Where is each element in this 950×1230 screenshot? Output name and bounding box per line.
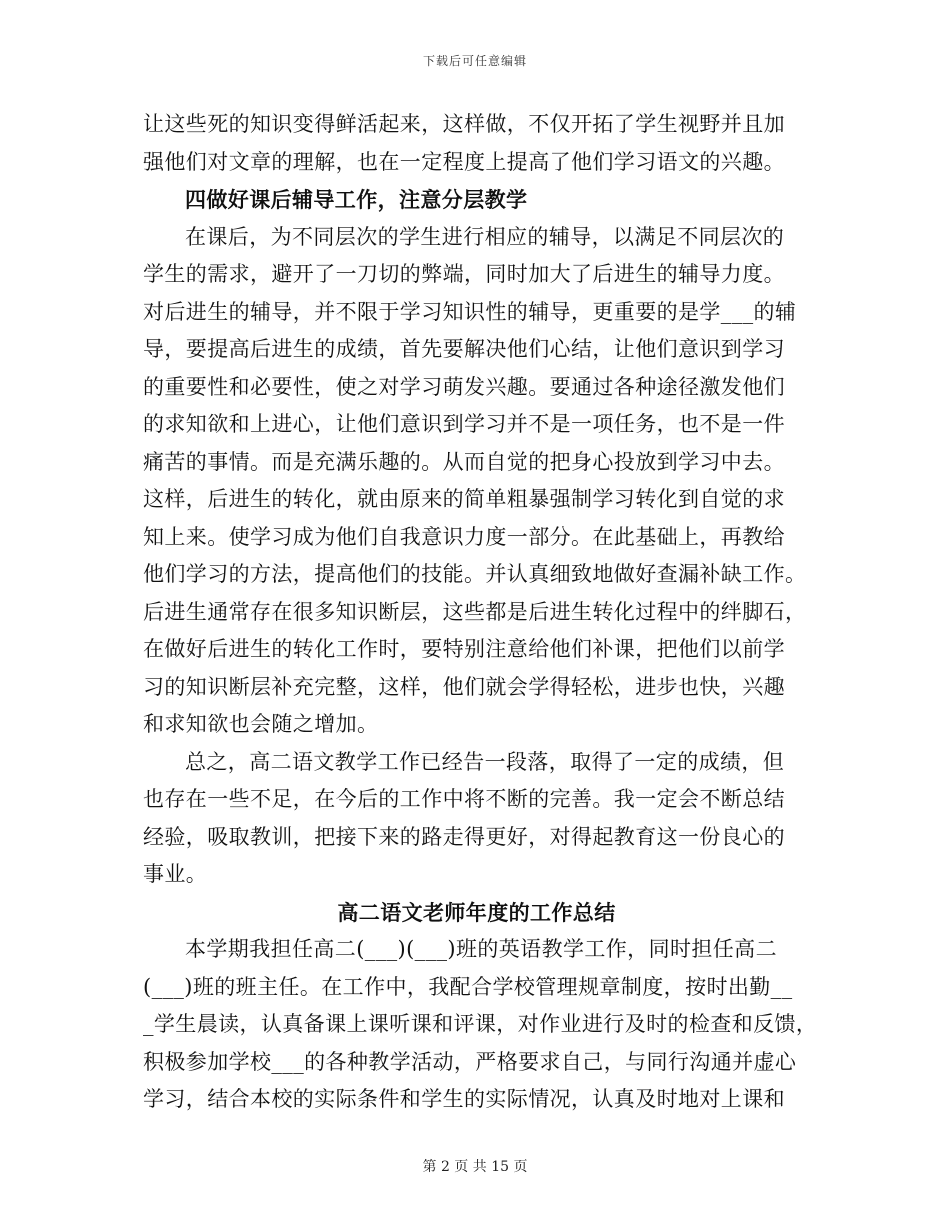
text-line: 事业。 xyxy=(143,862,208,886)
text-line: 经验，吸取教训，把接下来的路走得更好，对得起教育这一份良心的 xyxy=(143,824,785,849)
document-body xyxy=(143,106,818,1119)
text-line: 在课后，为不同层次的学生进行相应的辅导，以满足不同层次的 xyxy=(185,224,785,249)
text-line: 习的知识断层补充完整，这样，他们就会学得轻松，进步也快，兴趣 xyxy=(143,674,785,699)
page-header: 下载后可任意编辑 xyxy=(422,54,527,68)
text-line: 强他们对文章的理解，也在一定程度上提高了他们学习语文的兴趣。 xyxy=(143,149,785,174)
text-line: 他们学习的方法，提高他们的技能。并认真细致地做好查漏补缺工作。 xyxy=(143,562,807,586)
text-line: 导，要提高后进生的成绩，首先要解决他们心结，让他们意识到学习 xyxy=(143,337,785,361)
text-line: _学生晨读，认真备课上课听课和评课，对作业进行及时的检查和反馈， xyxy=(143,1012,818,1036)
text-line: 在做好后进生的转化工作时，要特别注意给他们补课，把他们以前学 xyxy=(143,637,785,661)
text-line: 也存在一些不足，在今后的工作中将不断的完善。我一定会不断总结 xyxy=(143,787,785,811)
text-line: 本学期我担任高二(___)(___)班的英语教学工作，同时担任高二 xyxy=(185,937,777,961)
text-line: 学生的需求，避开了一刀切的弊端，同时加大了后进生的辅导力度。 xyxy=(143,262,785,286)
document-title: 高二语文老师年度的工作总结 xyxy=(337,899,616,925)
section-heading: 四做好课后辅导工作，注意分层教学 xyxy=(185,187,528,212)
text-line: 的重要性和必要性，使之对学习萌发兴趣。要通过各种途径激发他们 xyxy=(143,374,785,399)
text-line: 积极参加学校___的各种教学活动，严格要求自己，与同行沟通并虚心 xyxy=(143,1049,797,1074)
text-line: 的求知欲和上进心，让他们意识到学习并不是一项任务，也不是一件 xyxy=(143,412,785,436)
text-line: 和求知欲也会随之增加。 xyxy=(143,712,379,736)
text-line: 让这些死的知识变得鲜活起来，这样做，不仅开拓了学生视野并且加 xyxy=(143,112,785,136)
text-line: 痛苦的事情。而是充满乐趣的。从而自觉的把身心投放到学习中去。 xyxy=(143,449,785,474)
page-footer: 第 2 页 共 15 页 xyxy=(422,1159,528,1175)
text-line: 知上来。使学习成为他们自我意识力度一部分。在此基础上，再教给 xyxy=(143,524,785,549)
text-line: 总之，高二语文教学工作已经告一段落，取得了一定的成绩，但 xyxy=(185,749,785,774)
text-line: 学习，结合本校的实际条件和学生的实际情况，认真及时地对上课和 xyxy=(143,1087,785,1111)
text-line: 后进生通常存在很多知识断层，这些都是后进生转化过程中的绊脚石， xyxy=(143,599,807,624)
text-line: 这样，后进生的转化，就由原来的简单粗暴强制学习转化到自觉的求 xyxy=(143,487,785,511)
text-line: (___)班的班主任。在工作中，我配合学校管理规章制度，按时出勤__ xyxy=(143,974,793,999)
text-line: 对后进生的辅导，并不限于学习知识性的辅导，更重要的是学___的辅 xyxy=(143,299,797,324)
